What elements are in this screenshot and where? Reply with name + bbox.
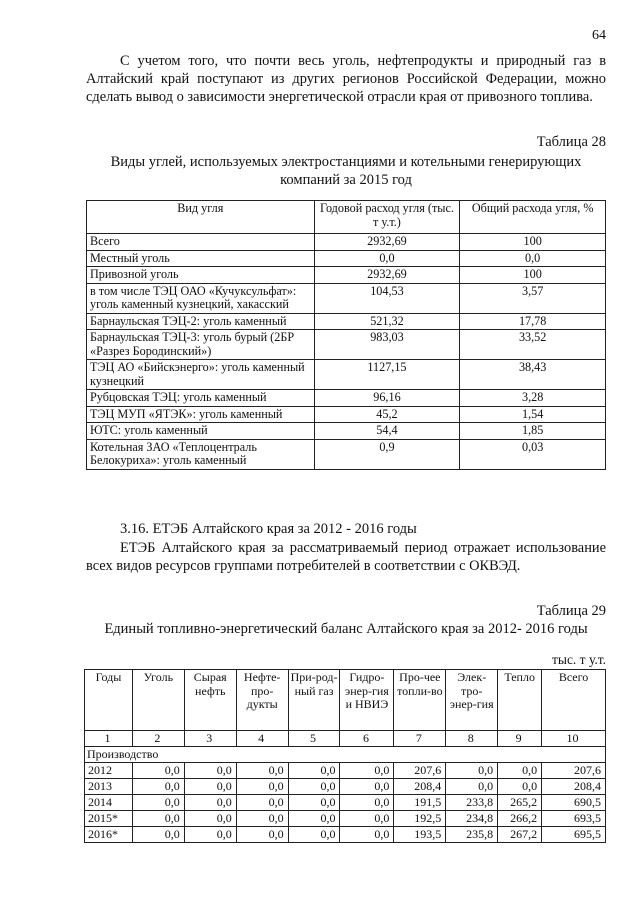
- table28-cell-coal-type: ЮТС: уголь каменный: [87, 423, 315, 440]
- table28-row: [87, 406, 606, 423]
- table29-header: Сырая нефть: [184, 670, 236, 731]
- table29-header: Про-чее топли-во: [394, 670, 446, 731]
- table28-row: [87, 234, 606, 251]
- table28-cell-consumption: 0,9: [314, 439, 460, 469]
- table28-row: [87, 283, 606, 313]
- table29-column-number: 10: [542, 731, 606, 747]
- table28: [86, 200, 606, 470]
- table28-cell-coal-type: ТЭЦ АО «Бийскэнерго»: уголь каменный кузнецкий: [87, 360, 315, 390]
- table29-cell-value: 193,5: [394, 827, 446, 843]
- table29-column-number: 6: [340, 731, 394, 747]
- table29-cell-value: 0,0: [288, 811, 340, 827]
- table28-header: Годовой расход угля (тыс. т у.т.): [314, 201, 460, 234]
- table29-header: Элек-тро-энер-гия: [446, 670, 498, 731]
- table29-cell-value: 207,6: [542, 763, 606, 779]
- table29-section-label: Производство: [85, 747, 606, 763]
- table29-cell-value: 234,8: [446, 811, 498, 827]
- table28-cell-coal-type: Котельная ЗАО «Теплоцентраль Белокуриха»: уголь каменный: [87, 439, 315, 469]
- table29-header: Всего: [542, 670, 606, 731]
- table29-units: тыс. т у.т.: [551, 652, 606, 667]
- table29-header: Гидро-энер-гия и НВИЭ: [340, 670, 394, 731]
- table28-cell-coal-type: ТЭЦ МУП «ЯТЭК»: уголь каменный: [87, 406, 315, 423]
- table28-cell-percent: 1,54: [460, 406, 606, 423]
- table28-row: [87, 423, 606, 440]
- table29-title: Единый топливно-энергетический баланс Алтайского края за 2012- 2016 годы: [104, 621, 588, 637]
- table28-cell-consumption: 983,03: [314, 330, 460, 360]
- table29-cell-value: 0,0: [236, 795, 288, 811]
- table29-cell-value: 233,8: [446, 795, 498, 811]
- table29: [84, 669, 606, 843]
- table29-column-number: 2: [132, 731, 184, 747]
- table29-column-number: 7: [394, 731, 446, 747]
- table28-row: [87, 250, 606, 267]
- table29-cell-value: 0,0: [498, 763, 542, 779]
- section-paragraph: ЕТЭБ Алтайского края за рассматриваемый период отражает использование всех видов ресурсов группами потребителей в соответствии с ОКВЭД.: [86, 540, 606, 574]
- table28-cell-coal-type: Местный уголь: [87, 250, 315, 267]
- table28-cell-percent: 3,57: [460, 283, 606, 313]
- table28-cell-percent: 38,43: [460, 360, 606, 390]
- table28-cell-consumption: 104,53: [314, 283, 460, 313]
- table29-cell-value: 208,4: [542, 779, 606, 795]
- table28-cell-consumption: 96,16: [314, 390, 460, 407]
- table29-row: [85, 795, 606, 811]
- table28-row: [87, 330, 606, 360]
- table29-cell-value: 0,0: [132, 795, 184, 811]
- table29-row: [85, 827, 606, 843]
- table29-cell-year: 2014: [85, 795, 133, 811]
- table29-cell-value: 0,0: [340, 827, 394, 843]
- table28-cell-consumption: 2932,69: [314, 267, 460, 284]
- table29-caption: Таблица 29: [536, 603, 606, 619]
- table29-header: Годы: [85, 670, 133, 731]
- table28-row: [87, 267, 606, 284]
- table29-cell-year: 2012: [85, 763, 133, 779]
- table29-cell-value: 0,0: [184, 795, 236, 811]
- table29-cell-value: 0,0: [288, 795, 340, 811]
- table29-header-row: [85, 670, 606, 731]
- table29-column-number: 4: [236, 731, 288, 747]
- table28-header: Вид угля: [87, 201, 315, 234]
- table29-row: [85, 811, 606, 827]
- table29-cell-value: 690,5: [542, 795, 606, 811]
- table29-cell-value: 0,0: [288, 779, 340, 795]
- table29-column-number: 9: [498, 731, 542, 747]
- table29-header: Нефте-про-дукты: [236, 670, 288, 731]
- table28-cell-percent: 17,78: [460, 313, 606, 330]
- table29-column-numbers: [85, 731, 606, 747]
- table28-cell-consumption: 521,32: [314, 313, 460, 330]
- table29-cell-value: 0,0: [340, 811, 394, 827]
- table29-header: Тепло: [498, 670, 542, 731]
- table29-cell-value: 0,0: [340, 795, 394, 811]
- table29-cell-value: 0,0: [446, 763, 498, 779]
- table29-column-number: 5: [288, 731, 340, 747]
- table29-cell-value: 0,0: [236, 811, 288, 827]
- table29-section-row: [85, 747, 606, 763]
- table29-cell-value: 0,0: [132, 763, 184, 779]
- table28-row: [87, 390, 606, 407]
- table28-row: [87, 360, 606, 390]
- table28-header-row: [87, 201, 606, 234]
- table29-cell-value: 0,0: [236, 763, 288, 779]
- table29-cell-value: 0,0: [288, 763, 340, 779]
- table28-row: [87, 439, 606, 469]
- table29-cell-value: 0,0: [446, 779, 498, 795]
- table29-cell-value: 266,2: [498, 811, 542, 827]
- table29-cell-year: 2016*: [85, 827, 133, 843]
- table28-cell-coal-type: Барнаульская ТЭЦ-2: уголь каменный: [87, 313, 315, 330]
- table28-cell-consumption: 45,2: [314, 406, 460, 423]
- table28-cell-consumption: 0,0: [314, 250, 460, 267]
- table29-cell-value: 0,0: [498, 779, 542, 795]
- table29-cell-value: 265,2: [498, 795, 542, 811]
- table29-cell-value: 207,6: [394, 763, 446, 779]
- table28-cell-consumption: 1127,15: [314, 360, 460, 390]
- table28-title: Виды углей, используемых электростанциями и котельными генерирующих компаний за 2015 год: [110, 154, 582, 188]
- table29-cell-value: 0,0: [340, 779, 394, 795]
- table29-row: [85, 779, 606, 795]
- table28-header: Общий расхода угля, %: [460, 201, 606, 234]
- table29-cell-value: 0,0: [236, 827, 288, 843]
- table29-column-number: 3: [184, 731, 236, 747]
- section-heading: 3.16. ЕТЭБ Алтайского края за 2012 - 2016 годы: [120, 521, 417, 537]
- table28-cell-percent: 33,52: [460, 330, 606, 360]
- table28-cell-consumption: 54,4: [314, 423, 460, 440]
- table28-cell-percent: 3,28: [460, 390, 606, 407]
- table29-cell-value: 235,8: [446, 827, 498, 843]
- table29-cell-value: 0,0: [184, 811, 236, 827]
- table28-cell-coal-type: Рубцовская ТЭЦ: уголь каменный: [87, 390, 315, 407]
- table29-cell-value: 693,5: [542, 811, 606, 827]
- table29-cell-value: 0,0: [184, 763, 236, 779]
- intro-paragraph: С учетом того, что почти весь уголь, нефтепродукты и природный газ в Алтайский край поступают из других регионов Российской Федерации, можно сделать вывод о зависимости энергетической отрасли края от привозного топлива.: [86, 53, 606, 105]
- table29-header: При-род-ный газ: [288, 670, 340, 731]
- page-number: 64: [592, 28, 606, 43]
- table29-cell-value: 267,2: [498, 827, 542, 843]
- table29-cell-value: 208,4: [394, 779, 446, 795]
- table29-column-number: 1: [85, 731, 133, 747]
- table28-cell-percent: 0,0: [460, 250, 606, 267]
- table29-cell-value: 0,0: [340, 763, 394, 779]
- table29-cell-value: 695,5: [542, 827, 606, 843]
- table29-cell-value: 0,0: [132, 779, 184, 795]
- table28-cell-coal-type: Привозной уголь: [87, 267, 315, 284]
- table28-cell-consumption: 2932,69: [314, 234, 460, 251]
- table28-cell-coal-type: Барнаульская ТЭЦ-3: уголь бурый (2БР «Разрез Бородинский»): [87, 330, 315, 360]
- table29-cell-value: 0,0: [236, 779, 288, 795]
- table28-row: [87, 313, 606, 330]
- table28-cell-percent: 0,03: [460, 439, 606, 469]
- table29-column-number: 8: [446, 731, 498, 747]
- table28-cell-percent: 1,85: [460, 423, 606, 440]
- table29-cell-value: 192,5: [394, 811, 446, 827]
- table29-cell-value: 0,0: [132, 827, 184, 843]
- table28-cell-coal-type: Всего: [87, 234, 315, 251]
- table29-cell-value: 0,0: [184, 827, 236, 843]
- table29-row: [85, 763, 606, 779]
- table29-cell-year: 2015*: [85, 811, 133, 827]
- table29-header: Уголь: [132, 670, 184, 731]
- table28-cell-coal-type: в том числе ТЭЦ ОАО «Кучуксульфат»: уголь каменный кузнецкий, хакасский: [87, 283, 315, 313]
- table29-cell-value: 0,0: [184, 779, 236, 795]
- table28-cell-percent: 100: [460, 267, 606, 284]
- table29-cell-value: 0,0: [288, 827, 340, 843]
- table28-cell-percent: 100: [460, 234, 606, 251]
- table29-cell-value: 0,0: [132, 811, 184, 827]
- table28-caption: Таблица 28: [536, 134, 606, 150]
- table29-cell-year: 2013: [85, 779, 133, 795]
- table29-cell-value: 191,5: [394, 795, 446, 811]
